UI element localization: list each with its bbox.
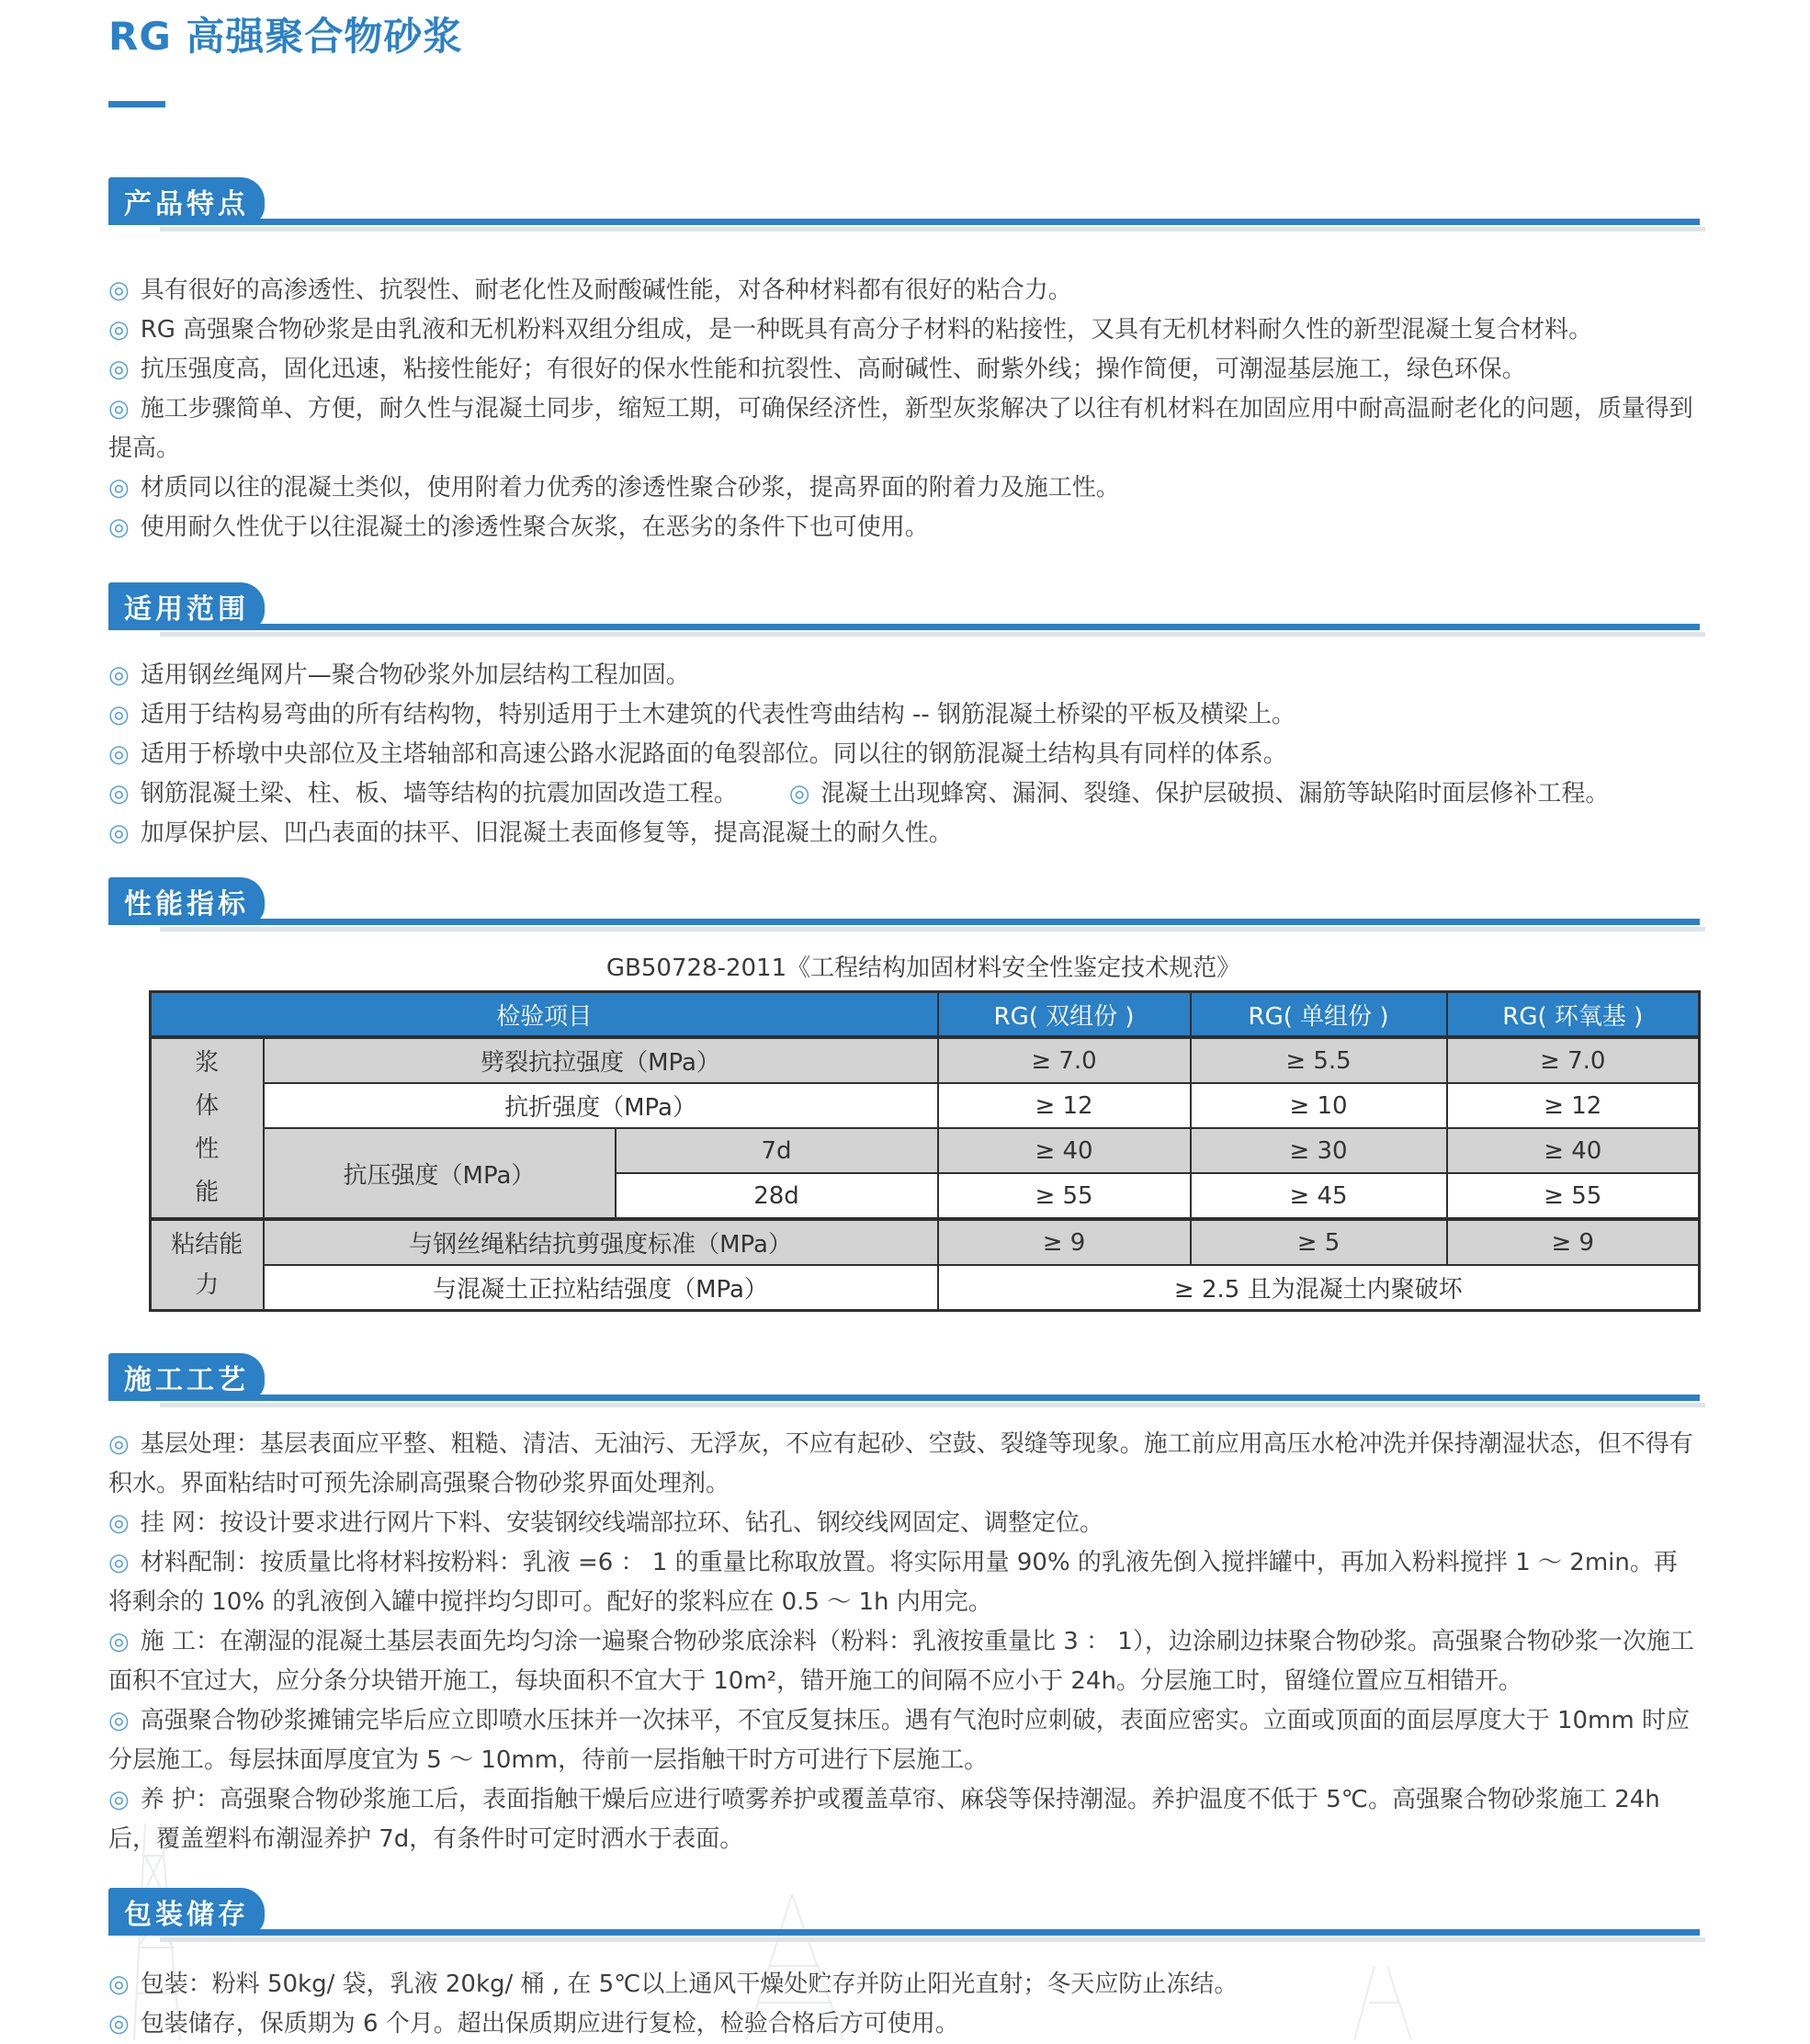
col-header-rg-two-part: RG( 双组份 ) (938, 992, 1191, 1038)
bullet-icon: ◎ (108, 2010, 130, 2038)
sub-item-28d: 28d (616, 1173, 938, 1219)
process-text: 材料配制：按质量比将材料按粉料：乳液 =6 ： 1 的重量比称取放置。将实际用量 90% 的乳液先倒入搅拌罐中，再加入粉料搅拌 1 ～ 2min。再将剩余的 10% 的乳液倒入罐中搅拌均匀即可。配好的浆料应在 0.5 ～ 1h 内用完。 (108, 1549, 1678, 1616)
table-header-row (151, 992, 1700, 1038)
section-header-packaging (108, 1888, 1700, 1941)
value-cell: ≥ 7.0 (1447, 1037, 1700, 1083)
process-bullet (108, 1622, 1700, 1701)
section-rule-shadow (160, 927, 1705, 932)
section-header-scope (108, 582, 1700, 636)
process-list (108, 1425, 1700, 1859)
process-text: 施 工：在潮湿的混凝土基层表面先均匀涂一遍聚合物砂浆底涂料（粉料：乳液按重量比 3 ： 1），边涂刷边抹聚合物砂浆。高强聚合物砂浆一次施工面积不宜过大，应分条分块错开施工，每块面积不宜大于 10m²，错开施工的间隔不应小于 24h。分层施工时，留缝位置应互相错开。 (108, 1628, 1694, 1695)
scope-bullet-double (108, 774, 1700, 814)
section-badge-scope: 适用范围 (108, 582, 265, 630)
bullet-icon: ◎ (108, 661, 130, 689)
scope-bullet (108, 814, 1700, 853)
packaging-bullet (108, 1965, 1700, 2004)
section-header-performance (108, 877, 1700, 931)
item-pull-off: 与混凝土正拉粘结强度（MPa） (264, 1265, 938, 1311)
section-rule (108, 919, 1700, 925)
feature-bullet (108, 508, 1700, 548)
feature-bullet (108, 350, 1700, 390)
value-cell: ≥ 7.0 (938, 1037, 1191, 1083)
process-text: 挂 网：按设计要求进行网片下料、安装钢绞线端部拉环、钻孔、钢绞线网固定、调整定位。 (140, 1509, 1103, 1537)
packaging-list (108, 1965, 1700, 2044)
packaging-bullet (108, 2004, 1700, 2044)
bullet-icon: ◎ (108, 1549, 130, 1576)
scope-text: 适用于结构易弯曲的所有结构物，特别适用于土木建筑的代表性弯曲结构 -- 钢筋混凝土桥梁的平板及横梁上。 (140, 701, 1295, 728)
scope-list (108, 656, 1700, 853)
table-row (151, 1128, 1700, 1173)
row-group-slurry: 浆体性能 (151, 1037, 264, 1219)
value-cell: ≥ 10 (1191, 1083, 1447, 1128)
col-header-rg-epoxy: RG( 环氧基 ) (1447, 992, 1700, 1038)
value-cell: ≥ 30 (1191, 1128, 1447, 1173)
value-cell: ≥ 12 (938, 1083, 1191, 1128)
bullet-icon: ◎ (108, 1786, 130, 1813)
table-caption: GB50728-2011《工程结构加固材料安全性鉴定技术规范》 (605, 954, 1241, 982)
bullet-icon: ◎ (108, 514, 130, 541)
process-bullet (108, 1425, 1700, 1504)
item-compressive: 抗压强度（MPa） (264, 1128, 616, 1219)
section-rule (108, 219, 1700, 225)
value-cell: ≥ 9 (1447, 1219, 1700, 1265)
section-badge-process: 施工工艺 (108, 1353, 265, 1401)
value-cell: ≥ 5 (1191, 1219, 1447, 1265)
feature-bullet (108, 311, 1700, 350)
page-title: RG 高强聚合物砂浆 (108, 14, 463, 59)
process-bullet (108, 1780, 1700, 1859)
bullet-icon: ◎ (108, 740, 130, 768)
value-cell: ≥ 9 (938, 1219, 1191, 1265)
value-cell: ≥ 40 (1447, 1128, 1700, 1173)
scope-bullet (108, 656, 1700, 695)
scope-text: 加厚保护层、凹凸表面的抹平、旧混凝土表面修复等，提高混凝土的耐久性。 (140, 819, 953, 847)
packaging-text: 包装：粉料 50kg/ 袋，乳液 20kg/ 桶 , 在 5℃以上通风干燥处贮存并防止阳光直射；冬天应防止冻结。 (140, 1971, 1239, 1998)
section-rule-shadow (160, 1403, 1705, 1407)
section-rule (108, 1395, 1700, 1401)
table-row (151, 1037, 1700, 1083)
feature-text: 施工步骤简单、方便，耐久性与混凝土同步，缩短工期，可确保经济性，新型灰浆解决了以往有机材料在加固应用中耐高温耐老化的问题，质量得到提高。 (108, 395, 1693, 462)
bullet-icon: ◎ (108, 1628, 130, 1655)
performance-table (149, 990, 1701, 1312)
feature-bullet (108, 390, 1700, 469)
scope-bullet (108, 695, 1700, 735)
section-rule-shadow (160, 1937, 1705, 1942)
feature-text: 抗压强度高，固化迅速，粘接性能好；有很好的保水性能和抗裂性、高耐碱性、耐紫外线；操作简便，可潮湿基层施工，绿色环保。 (140, 356, 1526, 383)
section-header-features (108, 177, 1700, 231)
feature-text: 材质同以往的混凝土类似，使用附着力优秀的渗透性聚合砂浆，提高界面的附着力及施工性。 (140, 474, 1120, 502)
section-badge-features: 产品特点 (108, 177, 265, 225)
bullet-icon: ◎ (108, 316, 130, 344)
bullet-icon: ◎ (788, 780, 810, 807)
item-split-tensile: 劈裂抗拉强度（MPa） (264, 1037, 938, 1083)
section-rule-shadow (160, 632, 1705, 637)
bullet-icon: ◎ (108, 395, 130, 423)
bullet-icon: ◎ (108, 1509, 130, 1537)
process-bullet (108, 1504, 1700, 1543)
value-cell: ≥ 55 (938, 1173, 1191, 1219)
process-text: 养 护：高强聚合物砂浆施工后，表面指触干燥后应进行喷雾养护或覆盖草帘、麻袋等保持潮湿。养护温度不低于 5℃。高强聚合物砂浆施工 24h 后，覆盖塑料布潮湿养护 7d，有条件时可定时洒水于表面。 (108, 1786, 1660, 1853)
bullet-icon: ◎ (108, 780, 130, 807)
scope-text: 混凝土出现蜂窝、漏洞、裂缝、保护层破损、漏筋等缺陷时面层修补工程。 (820, 780, 1610, 807)
bullet-icon: ◎ (108, 701, 130, 728)
item-wire-shear: 与钢丝绳粘结抗剪强度标准（MPa） (264, 1219, 938, 1265)
bullet-icon: ◎ (108, 277, 130, 304)
bullet-icon: ◎ (108, 1430, 130, 1458)
bullet-icon: ◎ (108, 474, 130, 502)
features-list (108, 271, 1700, 548)
value-cell: ≥ 40 (938, 1128, 1191, 1173)
section-rule (108, 1929, 1700, 1936)
section-badge-performance: 性能指标 (108, 877, 265, 925)
value-cell: ≥ 5.5 (1191, 1037, 1447, 1083)
sub-item-7d: 7d (616, 1128, 938, 1173)
scope-text: 钢筋混凝土梁、柱、板、墙等结构的抗震加固改造工程。 (140, 780, 738, 807)
value-cell-merged: ≥ 2.5 且为混凝土内聚破坏 (938, 1265, 1700, 1311)
item-flexural: 抗折强度（MPa） (264, 1083, 938, 1128)
section-header-process (108, 1353, 1700, 1406)
section-badge-packaging: 包装储存 (108, 1888, 265, 1936)
bullet-icon: ◎ (108, 1707, 130, 1734)
process-bullet (108, 1543, 1700, 1622)
bullet-icon: ◎ (108, 819, 130, 847)
bullet-icon: ◎ (108, 356, 130, 383)
process-text: 基层处理：基层表面应平整、粗糙、清洁、无油污、无浮灰，不应有起砂、空鼓、裂缝等现象。施工前应用高压水枪冲洗并保持潮湿状态，但不得有积水。界面粘结时可预先涂刷高强聚合物砂浆界面处理剂。 (108, 1430, 1693, 1497)
table-row (151, 1219, 1700, 1265)
scope-text: 适用于桥墩中央部位及主塔轴部和高速公路水泥路面的龟裂部位。同以往的钢筋混凝土结构具有同样的体系。 (140, 740, 1287, 768)
bullet-icon: ◎ (108, 1971, 130, 1998)
col-header-item: 检验项目 (151, 992, 938, 1038)
feature-bullet (108, 271, 1700, 311)
row-group-bond: 粘结能力 (151, 1219, 264, 1311)
scope-bullet (108, 735, 1700, 774)
process-bullet (108, 1701, 1700, 1780)
table-row (151, 1265, 1700, 1311)
table-row (151, 1083, 1700, 1128)
section-rule-shadow (160, 227, 1705, 232)
value-cell: ≥ 55 (1447, 1173, 1700, 1219)
scope-text: 适用钢丝绳网片—聚合物砂浆外加层结构工程加固。 (140, 661, 690, 689)
feature-text: 使用耐久性优于以往混凝土的渗透性聚合灰浆，在恶劣的条件下也可使用。 (140, 514, 929, 541)
process-text: 高强聚合物砂浆摊铺完毕后应立即喷水压抹并一次抹平，不宜反复抹压。遇有气泡时应刺破，表面应密实。立面或顶面的面层厚度大于 10mm 时应分层施工。每层抹面厚度宜为 5 ～ 10mm，待前一层指触干时方可进行下层施工。 (108, 1707, 1690, 1774)
value-cell: ≥ 12 (1447, 1083, 1700, 1128)
feature-bullet (108, 469, 1700, 508)
packaging-text: 包装储存，保质期为 6 个月。超出保质期应进行复检，检验合格后方可使用。 (140, 2010, 959, 2038)
title-underline (108, 101, 165, 107)
section-rule (108, 624, 1700, 630)
feature-text: 具有很好的高渗透性、抗裂性、耐老化性及耐酸碱性能，对各种材料都有很好的粘合力。 (140, 277, 1072, 304)
feature-text: RG 高强聚合物砂浆是由乳液和无机粉料双组分组成，是一种既具有高分子材料的粘接性，又具有无机材料耐久性的新型混凝土复合材料。 (140, 316, 1593, 344)
col-header-rg-one-part: RG( 单组份 ) (1191, 992, 1447, 1038)
value-cell: ≥ 45 (1191, 1173, 1447, 1219)
